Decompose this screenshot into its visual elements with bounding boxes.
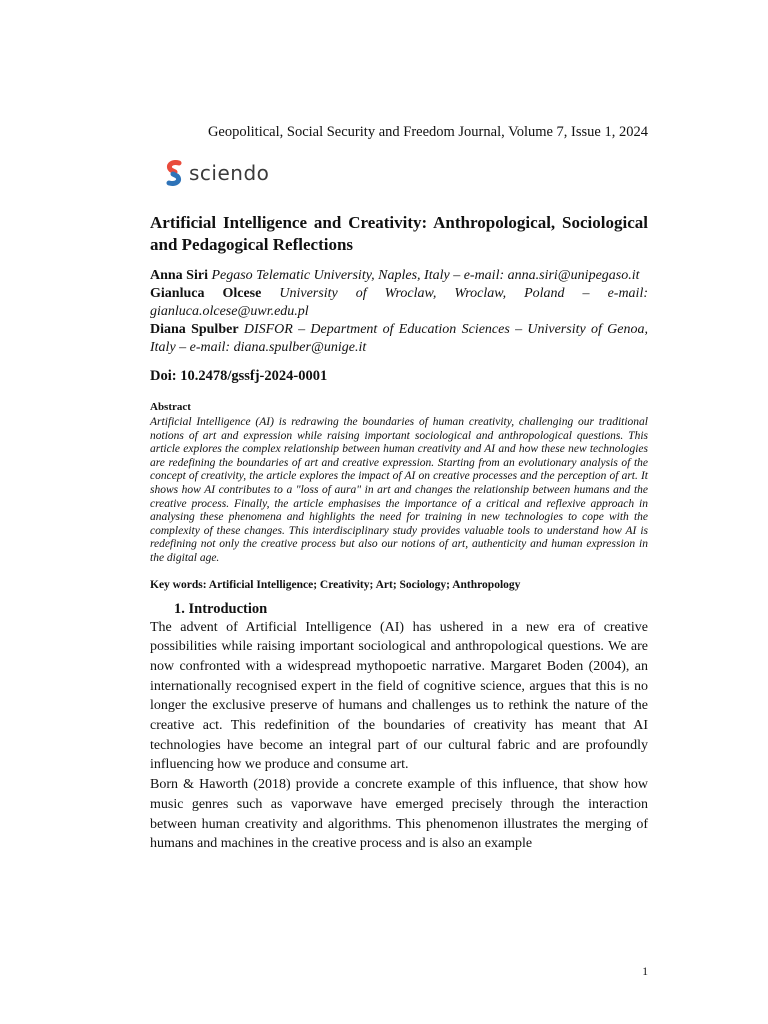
article-title: Artificial Intelligence and Creativity: Anthropological, Sociological and Pedagogical Reflections bbox=[150, 213, 648, 254]
author-affiliation: DISFOR – Department of Education Sciences – University of Genoa, Italy – e-mail: diana.spulber@unige.it bbox=[150, 322, 648, 355]
abstract-heading: Abstract bbox=[150, 401, 191, 413]
keywords: Key words: Artificial Intelligence; Creativity; Art; Sociology; Anthropology bbox=[150, 578, 521, 591]
author-name: Diana Spulber bbox=[150, 322, 239, 337]
body-paragraph: Born & Haworth (2018) provide a concrete example of this influence, that show how music genres such as vaporwave have emerged precisely through the interaction between human creativity and algorithms. This phenomenon illustrates the merging of humans and machines in the creative process and is also an example bbox=[150, 777, 648, 852]
author-affiliation: Pegaso Telematic University, Naples, Italy – e-mail: anna.siri@unipegaso.it bbox=[211, 268, 640, 283]
sciendo-s-icon bbox=[165, 160, 183, 186]
section-heading: 1. Introduction bbox=[174, 600, 268, 617]
author-entry bbox=[150, 267, 648, 285]
author-affiliation: University of Wroclaw, Wroclaw, Poland – e-mail: gianluca.olcese@uwr.edu.pl bbox=[150, 286, 648, 319]
doi: Doi: 10.2478/gssfj-2024-0001 bbox=[150, 368, 328, 384]
abstract-text: Artificial Intelligence (AI) is redrawing the boundaries of human creativity, challenging our traditional notions of art and expression while raising important sociological and anthropological questions. This article explores the complex relationship between human creativity and AI and how these new technologies are redefining the boundaries of art and creative expression. Starting from an evolutionary analysis of the concept of creativity, the article explores the impact of AI on creative processes and the perception of art. It shows how AI contributes to a "loss of aura" in art and changes the relationship between humans and the creative process. Finally, the article emphasises the importance of a critical and reflexive approach in analysing these phenomena and highlights the need for training in new technologies to cope with the complexity of these changes. This interdisciplinary study provides valuable tools to understand how AI is redefining not only the creative process but also our notions of art, authenticity and human expression in the digital age. bbox=[150, 416, 648, 564]
sciendo-logo bbox=[165, 160, 269, 186]
article-content bbox=[150, 212, 648, 854]
author-name: Anna Siri bbox=[150, 268, 208, 283]
author-entry bbox=[150, 321, 648, 357]
author-name: Gianluca Olcese bbox=[150, 286, 262, 301]
journal-header: Geopolitical, Social Security and Freedom Journal, Volume 7, Issue 1, 2024 bbox=[207, 124, 648, 140]
logo-wordmark: sciendo bbox=[189, 161, 270, 185]
page-number: 1 bbox=[642, 966, 648, 978]
author-list bbox=[150, 267, 648, 357]
body-paragraph: The advent of Artificial Intelligence (AI) has ushered in a new era of creative possibilities while raising important sociological and anthropological questions. We are now confronted with a widespread mythopoetic narrative. Margaret Boden (2004), an internationally recognised expert in the field of cognitive science, argues that this is no longer the exclusive preserve of humans and challenges us to rethink the nature of the creative act. This redefinition of the boundaries of creativity has meant that AI technologies have become an integral part of our cultural fabric and are profoundly influencing how we produce and consume art. bbox=[150, 619, 648, 773]
author-entry bbox=[150, 285, 648, 321]
